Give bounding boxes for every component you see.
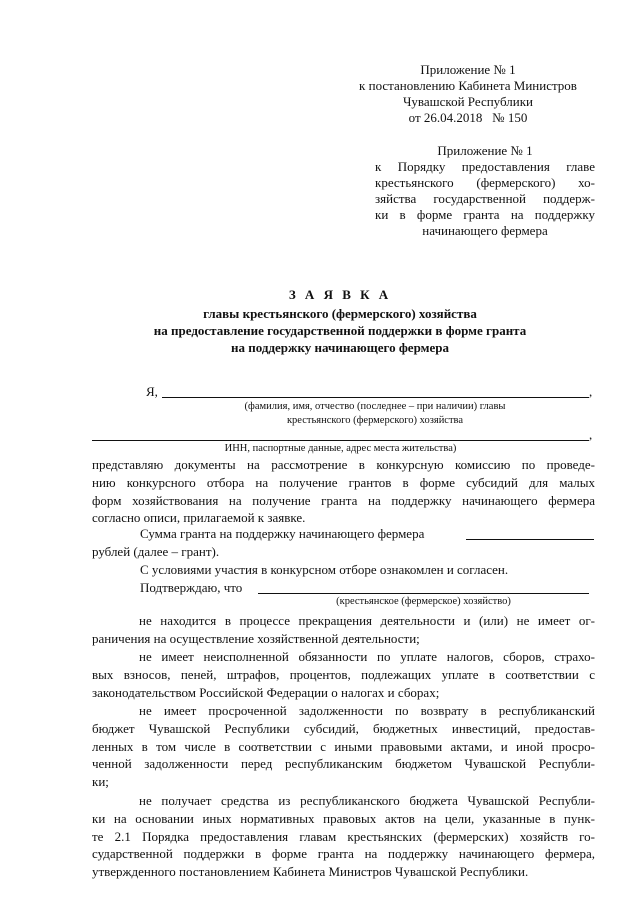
appendix-order-header (375, 143, 595, 239)
grant-tail: рублей (далее – грант). (92, 544, 220, 559)
agreement-text: С условиями участия в конкурсном отборе ознакомлен и согласен. (140, 562, 509, 577)
appendix-order-line: зяйства государственной поддерж- (375, 191, 595, 206)
text-line: ки; (92, 774, 109, 790)
document-title: З А Я В К А (288, 287, 392, 302)
appendix-order-line: начинающего фермера (422, 223, 548, 238)
applicant-name-field[interactable] (162, 397, 589, 398)
text-line: ленных в том числе в соответствии с иными правовыми актами, и иной просро- (92, 738, 595, 754)
appendix-main-header (348, 62, 588, 126)
text-line: бюджет Чувашской Республики субсидий, бюджетных инвестиций, предостав- (92, 720, 595, 736)
text-line: раничения на осуществление хозяйственной деятельности; (92, 630, 420, 646)
appendix-order-line: крестьянского (фермерского) хо- (375, 175, 595, 190)
appendix-main-line: Приложение № 1 (420, 62, 516, 77)
appendix-order-line: ки в форме гранта на поддержку (375, 207, 595, 222)
item-paragraph (92, 612, 595, 648)
confirm-label: Подтверждаю, что (140, 580, 243, 595)
text-line: не получает средства из республиканского бюджета Чувашской Республи- (139, 793, 595, 808)
text-line: сударственной поддержки в форме гранта на поддержку начинающего фермера, (92, 846, 595, 862)
text-line: утвержденного постановлением Кабинета Министров Чувашской Республики. (92, 864, 529, 880)
item-paragraph (92, 792, 595, 881)
fio-caption: крестьянского (фермерского) хозяйства (286, 415, 464, 426)
text-line: представляю документы на рассмотрение в конкурсную комиссию по проведе- (92, 457, 595, 472)
text-line: форм хозяйствования на получение гранта на поддержку начинающего фермера (92, 492, 595, 508)
text-line: не находится в процессе прекращения деятельности и (или) не имеет ог- (139, 613, 595, 628)
fio-caption: (фамилия, имя, отчество (последнее – при наличии) главы (244, 401, 506, 412)
passport-field[interactable] (92, 440, 589, 441)
document-subtitle: на поддержку начинающего фермера (231, 340, 449, 355)
document-subtitle: на предоставление государственной поддержки в форме гранта (153, 323, 527, 338)
document-subtitle: главы крестьянского (фермерского) хозяйства (203, 306, 477, 321)
text-line: те 2.1 Порядка предоставления главам крестьянских (фермерских) хозяйств го- (92, 828, 595, 844)
appendix-main-line: Чувашской Республики (402, 94, 534, 109)
item-paragraph (92, 648, 595, 701)
appendix-main-line: от 26.04.2018 № 150 (408, 110, 528, 125)
comma: , (589, 384, 593, 399)
grant-amount-field[interactable] (466, 539, 594, 540)
text-line: согласно описи, прилагаемой к заявке. (92, 510, 306, 526)
text-line: ченной задолженности перед республиканским бюджетом Чувашской Республи- (92, 756, 595, 772)
inn-caption: ИНН, паспортные данные, адрес места жительства) (224, 443, 457, 454)
appendix-order-line: к Порядку предоставления главе (375, 159, 595, 174)
i-label: Я, (146, 384, 158, 399)
item-paragraph (92, 702, 595, 791)
text-line: ки на основании иных нормативных правовых актов на цели, указанные в пунк- (92, 810, 595, 826)
statement-paragraph (92, 456, 595, 527)
kfh-name-field[interactable] (258, 593, 589, 594)
text-line: не имеет просроченной задолженности по возврату в республиканский (139, 703, 595, 718)
text-line: вых взносов, пеней, штрафов, процентов, подлежащих уплате в соответствии с (92, 666, 595, 682)
text-line: законодательством Российской Федерации о налогах и сборах; (92, 684, 440, 700)
text-line: нию конкурсного отбора на получение грантов в форме субсидий для малых (92, 474, 595, 490)
grant-label: Сумма гранта на поддержку начинающего фермера (140, 526, 425, 541)
text-line: не имеет неисполненной обязанности по уплате налогов, сборов, страхо- (139, 649, 595, 664)
appendix-order-line: Приложение № 1 (437, 143, 533, 158)
comma: , (589, 427, 593, 442)
kfh-caption: (крестьянское (фермерское) хозяйство) (336, 596, 511, 607)
appendix-main-line: к постановлению Кабинета Министров (359, 78, 577, 93)
